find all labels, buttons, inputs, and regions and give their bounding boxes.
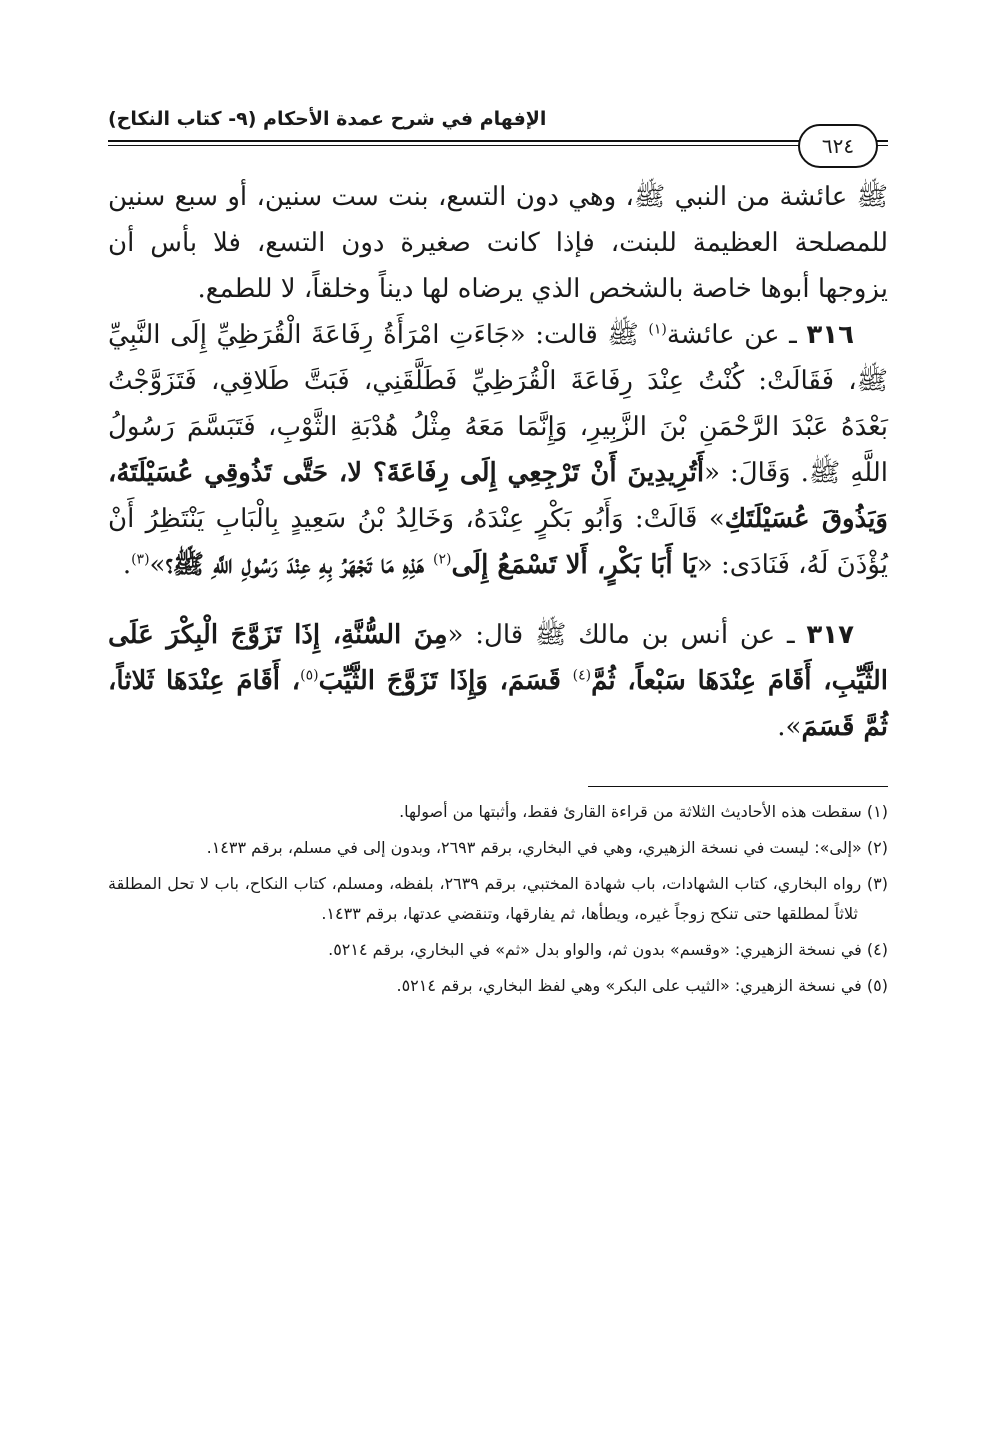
- paragraph-gap: [108, 588, 888, 612]
- intro-paragraph: [108, 174, 888, 312]
- footnote-3: (٣) رواه البخاري، كتاب الشهادات، باب شهادة المختبي، برقم ٢٦٣٩، بلفظه، ومسلم، كتاب النكاح، باب لا تحل المطلقة ثلاثاً لمطلقها حتى تنكح زوجاً غيره، ويطأها، ثم يفارقها، وتنقضي عدتها، برقم ١٤٣٣.: [108, 874, 888, 923]
- hadith-316-part-b: ﷺ قالت: «جَاءَتِ امْرَأَةُ رِفَاعَةَ الْقُرَظِيِّ إِلَى النَّبِيِّ ﷺ، فَقَالَتْ: كُنْتُ عِنْدَ رِفَاعَةَ الْقُرَظِيِّ فَطَلَّقَنِي، فَبَتَّ طَلاقِي، فَتَزَوَّجْتُ بَعْدَهُ عَبْدَ الرَّحْمَنِ بْنَ الزَّبِيرِ، وَإِنَّمَا مَعَهُ مِثْلُ هُدْبَةِ الثَّوْبِ، فَتَبَسَّمَ رَسُولُ اللَّهِ ﷺ. وَقَالَ: «: [108, 320, 889, 488]
- footnote-ref-5: (٥): [300, 667, 319, 684]
- hadith-317-quote-2: قَسَمَ، وَإِذَا تَزَوَّجَ الثَّيِّبَ: [318, 666, 573, 696]
- body-text: [108, 174, 888, 750]
- footnote-ref-3: (٣): [131, 551, 150, 568]
- footnote-ref-1: (١): [648, 321, 667, 338]
- hadith-316-part-a: ـ عن عائشة: [666, 320, 807, 350]
- footnote-5: (٥) في نسخة الزهيري: «الثيب على البكر» وهي لفظ البخاري، برقم ٥٢١٤.: [396, 976, 888, 995]
- hadith-317-quote-1: مِنَ السُّنَّةِ، إِذَا تَزَوَّجَ الْبِكْرَ عَلَى الثَّيِّبِ، أَقَامَ عِنْدَهَا سَبْعاً، ثُمَّ: [108, 620, 888, 696]
- hadith-316-part-d: »: [149, 550, 166, 580]
- hadith-317-quote-3: ، أَقَامَ عِنْدَهَا ثَلاثاً، ثُمَّ قَسَمَ: [108, 666, 888, 742]
- footnote-2: (٢) «إلى»: ليست في نسخة الزهيري، وهي في البخاري، برقم ٢٦٩٣، وبدون إلى في مسلم، برقم ١٤٣٣.: [206, 838, 888, 857]
- intro-line-2: للمصلحة العظيمة للبنت، فإذا كانت صغيرة دون التسع، فلا بأس أن: [108, 228, 888, 258]
- footnote-4: (٤) في نسخة الزهيري: «وقسم» بدون ثم، والواو بدل «ثم» في البخاري، برقم ٥٢١٤.: [328, 940, 888, 959]
- hadith-316-quote-1: أَتُرِيدِينَ أَنْ تَرْجِعِي إِلَى رِفَاعَةَ؟ لا، حَتَّى تَذُوقِي عُسَيْلَتَهُ، وَيَذُوقَ عُسَيْلَتَكِ: [108, 458, 888, 534]
- footnote-ref-2: (٢): [433, 551, 452, 568]
- hadith-317-part-b: ».: [777, 712, 802, 742]
- footnotes: [108, 797, 888, 1001]
- hadith-317: [108, 612, 888, 750]
- hadith-number-316: ٣١٦: [806, 320, 854, 350]
- header-rule: [108, 140, 888, 142]
- page-number: ٦٢٤: [798, 124, 878, 168]
- hadith-number-317: ٣١٧: [806, 620, 854, 650]
- hadith-316-quote-2: يَا أَبَا بَكْرٍ، أَلا تَسْمَعُ إِلَى: [451, 550, 697, 580]
- hadith-316-part-e: .: [122, 550, 132, 580]
- footnote-ref-4: (٤): [572, 667, 592, 684]
- hadith-316-quote-3: هَذِهِ مَا تَجْهَرُ بِهِ عِنْدَ رَسُولِ اللَّهِ ﷺ؟: [165, 550, 434, 580]
- running-header: [108, 100, 888, 160]
- hadith-316: [108, 312, 888, 588]
- intro-line-3: يزوجها أبوها خاصة بالشخص الذي يرضاه لها ديناً وخلقاً، لا للطمع.: [197, 274, 888, 304]
- hadith-317-part-a: ـ عن أنس بن مالك ﷺ قال: «: [447, 620, 807, 650]
- intro-line-1: ﷺ عائشة من النبي ﷺ، وهي دون التسع، بنت ست سنين، أو سبع سنين: [108, 182, 888, 212]
- footnote-1: (١) سقطت هذه الأحاديث الثلاثة من قراءة القارئ فقط، وأثبتها من أصولها.: [399, 802, 888, 821]
- header-title: الإفهام في شرح عمدة الأحكام (٩- كتاب النكاح): [108, 108, 547, 130]
- hadith-316-part-c: » قَالَتْ: وَأَبُو بَكْرٍ عِنْدَهُ، وَخَالِدُ بْنُ سَعِيدٍ بِالْبَابِ يَنْتَظِرُ أَنْ يُؤْذَنَ لَهُ، فَنَادَى: «: [108, 504, 888, 580]
- book-page: [108, 100, 888, 1007]
- footnote-separator: [588, 786, 888, 787]
- header-rule-thin: [108, 145, 888, 146]
